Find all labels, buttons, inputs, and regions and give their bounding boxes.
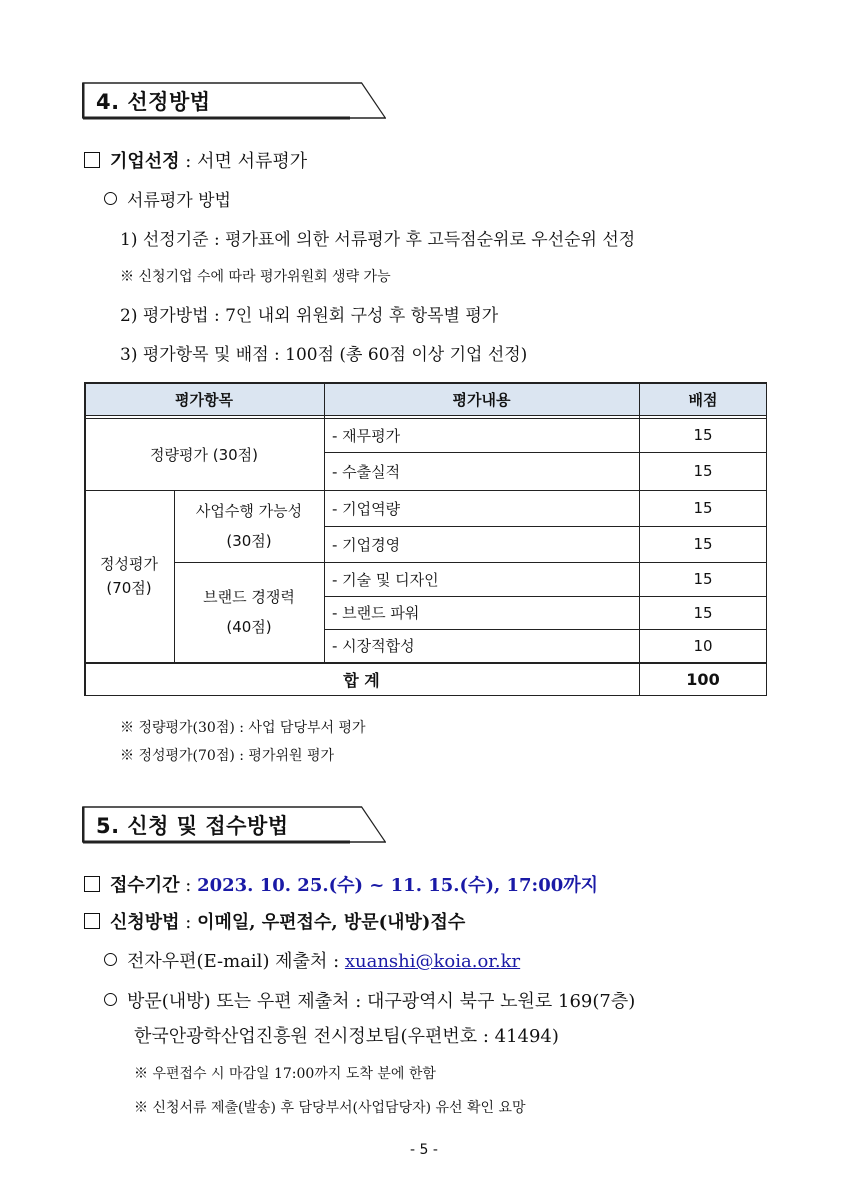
square-bullet-icon [84,152,100,168]
square-bullet-icon [84,876,100,892]
period-sep: : [179,875,198,896]
header-content: 평가내용 [324,382,639,416]
group-label-line1: 브랜드 경쟁력 [203,588,295,606]
table-divider [84,418,767,419]
table-divider [324,526,767,527]
group-brand-label [174,562,324,662]
table-row-content: - 기업역량 [332,499,401,518]
table-divider [324,382,325,662]
table-divider [84,662,767,664]
qual-label [84,490,174,662]
quant-label: 정량평가 (30점) [149,445,258,464]
table-divider [174,490,175,662]
table-row-score: 10 [693,636,713,655]
email-link[interactable]: xuanshi@koia.or.kr [344,951,521,972]
square-bullet-icon [84,913,100,929]
total-label: 합 계 [343,671,380,690]
table-row-content: - 기술 및 디자인 [332,570,439,589]
table-row-score: 15 [693,499,713,517]
method-item: 2) 평가방법 : 7인 내외 위원회 구성 후 항목별 평가 [120,306,499,326]
qual-label-line1: 정성평가 [100,555,158,573]
period-label: 접수기간 [110,875,180,896]
table-divider [84,415,767,416]
table-divider [174,562,767,563]
score-item: 3) 평가항목 및 배점 : 100점 (총 60점 이상 기업 선정) [120,345,528,365]
table-border-bottom [84,695,767,697]
email-line [104,947,520,973]
apply-method-line [84,908,465,934]
table-divider [84,490,767,491]
company-selection-value: 서면 서류평가 [197,151,308,172]
criteria-item: 1) 선정기준 : 평가표에 의한 서류평가 후 고득점순위로 우선순위 선정 [120,230,636,250]
header-score: 배점 [639,382,767,416]
table-border-left [84,382,86,696]
page-number: - 5 - [410,1142,438,1158]
footnote: ※ 정량평가(30점) : 사업 담당부서 평가 [120,720,366,736]
table-divider [324,452,767,453]
section-4-title: 4. 선정방법 [96,90,211,114]
period-line [84,871,598,897]
group-label-line1: 사업수행 가능성 [195,502,303,520]
group-label-line2: (30점) [226,532,272,550]
section-5-header [82,806,386,842]
period-value: 2023. 10. 25.(수) ~ 11. 15.(수), 17:00까지 [197,875,599,896]
evaluation-table [84,382,767,696]
notice: ※ 신청서류 제출(발송) 후 담당부서(사업담당자) 유선 확인 요망 [134,1100,526,1116]
circle-bullet-icon [104,993,117,1006]
table-divider [639,382,640,696]
circle-bullet-icon [104,953,117,966]
table-border-right [766,382,768,696]
company-selection-sep: : [179,151,198,172]
table-row-content: - 기업경영 [332,535,401,554]
table-row-score: 15 [693,426,713,444]
apply-method-sep: : [179,912,198,933]
footnote: ※ 정성평가(70점) : 평가위원 평가 [120,748,335,764]
table-border-top [84,382,767,384]
method-title-line [104,186,231,211]
total-value: 100 [686,670,720,689]
table-row-content: - 시장적합성 [332,637,415,655]
table-row-content: - 재무평가 [332,426,401,445]
group-label-line2: (40점) [226,618,272,636]
header-item: 평가항목 [84,382,324,416]
table-row-score: 15 [693,535,713,553]
apply-method-label: 신청방법 [110,912,180,933]
company-selection-line [84,147,307,173]
qual-label-line2: (70점) [106,579,152,597]
circle-bullet-icon [104,192,117,205]
section-4-header [82,82,386,118]
method-title: 서류평가 방법 [127,191,231,211]
table-row-content: - 브랜드 파워 [332,604,420,622]
table-divider [324,596,767,597]
table-row-score: 15 [693,570,713,588]
company-selection-label: 기업선정 [110,151,180,172]
visit-line-2: 한국안광학산업진흥원 전시정보팀(우편번호 : 41494) [134,1026,559,1047]
group-business-label [174,490,324,562]
visit-line [104,987,635,1013]
section-5-title: 5. 신청 및 접수방법 [96,814,289,838]
criteria-note: ※ 신청기업 수에 따라 평가위원회 생략 가능 [120,269,391,285]
visit-address: 방문(내방) 또는 우편 제출처 : 대구광역시 북구 노원로 169(7층) [127,991,636,1012]
notice: ※ 우편접수 시 마감일 17:00까지 도착 분에 한함 [134,1066,436,1082]
table-row-content: - 수출실적 [332,462,401,481]
table-divider [324,629,767,630]
table-row-score: 15 [693,462,713,480]
email-label: 전자우편(E-mail) 제출처 : [127,951,345,972]
apply-method-value: 이메일, 우편접수, 방문(내방)접수 [197,912,466,933]
table-row-score: 15 [693,603,713,622]
